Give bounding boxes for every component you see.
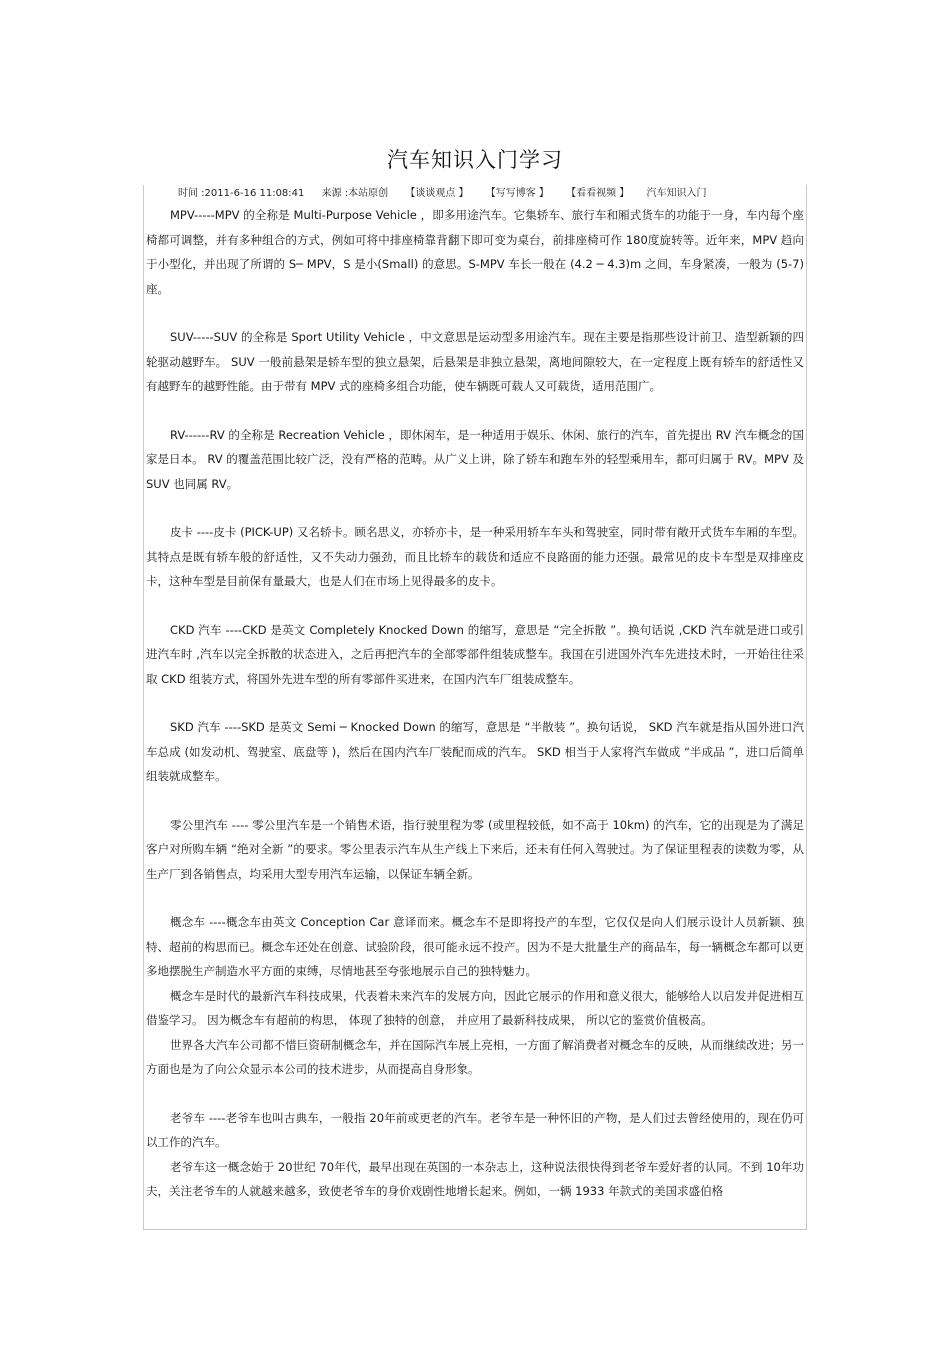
paragraph-concept-1: 概念车 ----概念车由英文 Conception Car 意译而来。概念车不是即将投产的车型，它仅仅是向人们展示设计人员新颖、独特、超前的构思而已。概念车还处在创意、试验阶段，很可能永远不投产。因为不是大批量生产的商品车，每一辆概念车都可以更多地摆脱生产制造水平方面的束缚，尽情地甚至夸张地展示自己的独特魅力。	[146, 915, 804, 978]
video-link[interactable]: 【看看视频 】	[566, 188, 630, 199]
article-body	[143, 185, 807, 1230]
paragraph-ckd: CKD 汽车 ----CKD 是英文 Completely Knocked Down 的缩写，意思是 “完全拆散 ”。换句话说 ,CKD 汽车就是进口或引进汽车时 ,汽车以完全拆散的状态进入，之后再把汽车的全部零部件组装成整车。我国在引进国外汽车先进技术时，一开始往往采取 CKD 组装方式，将国外先进车型的所有零部件买进来，在国内汽车厂组装成整车。	[146, 622, 804, 686]
article-bottom-border	[143, 1229, 807, 1230]
category-label: 汽车知识入门	[646, 188, 707, 199]
comment-link[interactable]: 【谈谈观点 】	[405, 188, 469, 199]
source-label: 来源 :本站原创	[321, 188, 389, 199]
paragraph-suv: SUV-----SUV 的全称是 Sport Utility Vehicle ，中文意思是运动型多用途汽车。现在主要是指那些设计前卫、造型新颖的四轮驱动越野车。 SUV 一般前悬架是轿车型的独立悬架，后悬架是非独立悬架，离地间隙较大，在一定程度上既有轿车的舒适性又有越野车的越野性能。由于带有 MPV 式的座椅多组合功能，使车辆既可载人又可载货，适用范围广。	[146, 330, 804, 393]
page-title: 汽车知识入门学习	[387, 148, 563, 172]
paragraph-concept-3: 世界各大汽车公司都不惜巨资研制概念车，并在国际汽车展上亮相，一方面了解消费者对概念车的反映，从而继续改进；另一方面也是为了向公众显示本公司的技术进步，从而提高自身形象。	[146, 1037, 804, 1076]
paragraph-pickup: 皮卡 ----皮卡 (PICK-UP) 又名轿卡。顾名思义，亦轿亦卡，是一种采用轿车车头和驾驶室，同时带有敞开式货车车厢的车型。其特点是既有轿车般的舒适性，又不失动力强劲，而且比轿车的载货和适应不良路面的能力还强。最常见的皮卡车型是双排座皮卡，这种车型是目前保有量最大，也是人们在市场上见得最多的皮卡。	[146, 525, 804, 588]
paragraph-mpv: MPV-----MPV 的全称是 Multi-Purpose Vehicle ，即多用途汽车。它集轿车、旅行车和厢式货车的功能于一身，车内每个座椅都可调整，并有多种组合的方式，例如可将中排座椅靠背翻下即可变为桌台，前排座椅可作 180度旋转等。近年来，MPV 趋向于小型化，并出现了所谓的 S─ MPV，S 是小(Small) 的意思。S-MPV 车长一般在 (4.2 ─ 4.3)m 之间，车身紧凑，一般为 (5-7) 座。	[146, 208, 804, 296]
paragraph-concept-2: 概念车是时代的最新汽车科技成果，代表着未来汽车的发展方向，因此它展示的作用和意义很大，能够给人以启发并促进相互借鉴学习。 因为概念车有超前的构思， 体现了独特的创意， 并应用了最新科技成果， 所以它的鉴赏价值极高。	[146, 988, 804, 1027]
paragraph-skd: SKD 汽车 ----SKD 是英文 Semi ─ Knocked Down 的缩写，意思是 “半散装 ”。换句话说， SKD 汽车就是指从国外进口汽车总成 (如发动机、驾驶室、底盘等 )，然后在国内汽车厂装配而成的汽车。 SKD 相当于人家将汽车做成 “半成品 ”，进口后简单组装就成整车。	[146, 720, 804, 783]
paragraph-classic-2: 老爷车这一概念始于 20世纪 70年代，最早出现在英国的一本杂志上，这种说法很快得到老爷车爱好者的认同。不到 10年功夫，关注老爷车的人就越来越多，致使老爷车的身价戏剧性地增长起来。例如，一辆 1933 年款式的美国求盛伯格	[146, 1159, 804, 1198]
publish-time: 时间 :2011-6-16 11:08:41	[178, 188, 305, 199]
paragraph-zero-km: 零公里汽车 ---- 零公里汽车是一个销售术语，指行驶里程为零 (或里程较低，如不高于 10km) 的汽车，它的出现是为了满足客户对所购车辆 “绝对全新 ”的要求。零公里表示汽车从生产线上下来后，还未有任何入驾驶过。为了保证里程表的读数为零，从生产厂到各销售点，均采用大型专用汽车运输，以保证车辆全新。	[146, 817, 804, 881]
blog-link[interactable]: 【写写博客 】	[485, 188, 549, 199]
paragraph-rv: RV------RV 的全称是 Recreation Vehicle ，即休闲车，是一种适用于娱乐、休闲、旅行的汽车，首先提出 RV 汽车概念的国家是日本。 RV 的覆盖范围比较广泛，没有严格的范畴。从广义上讲，除了轿车和跑车外的轻型乘用车，都可归属于 RV。MPV 及 SUV 也同属 RV。	[146, 427, 804, 491]
article-meta	[146, 185, 804, 203]
paragraph-classic-1: 老爷车 ----老爷车也叫古典车，一般指 20年前或更老的汽车。老爷车是一种怀旧的产物，是人们过去曾经使用的，现在仍可以工作的汽车。	[146, 1110, 804, 1149]
